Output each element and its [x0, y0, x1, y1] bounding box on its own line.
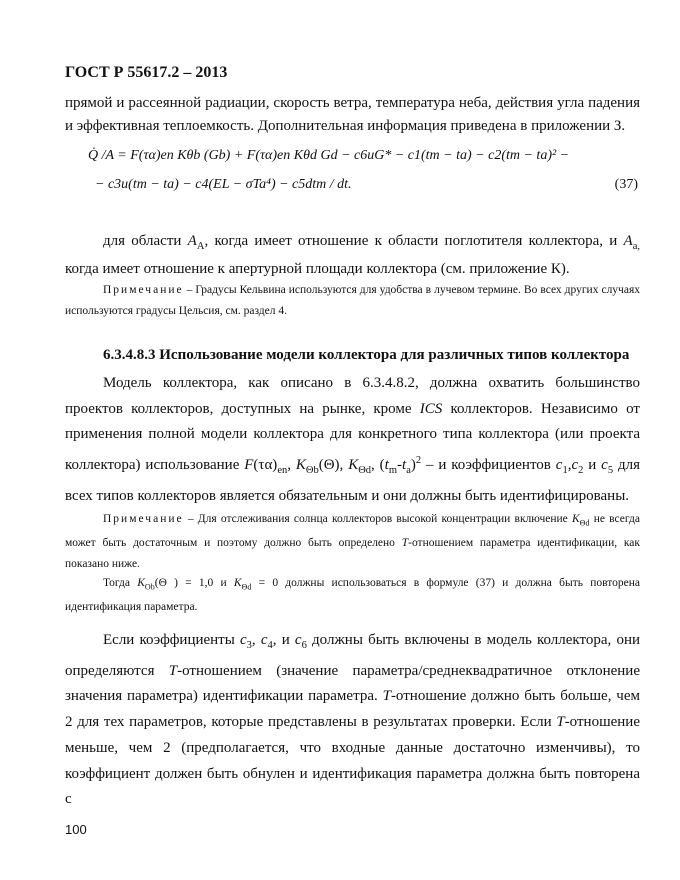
equation-number: (37): [614, 177, 638, 192]
text-segment: , и: [272, 632, 295, 648]
text-segment: K: [295, 457, 306, 474]
note-1: [65, 280, 640, 322]
text-segment: ICS: [419, 400, 443, 417]
text-segment: c: [240, 632, 247, 648]
text-segment: 1: [562, 465, 568, 477]
text-segment: 2: [578, 465, 584, 477]
text-segment: ,: [287, 457, 296, 474]
text-segment: T: [556, 714, 565, 731]
text-segment: Модель коллектора, как описано в 6.3.4.8.2, должна охватить большинство проектов коллекторов, доступных на рынке, кроме: [65, 375, 640, 417]
text-segment: c: [571, 457, 579, 474]
text-segment: 5: [607, 465, 614, 477]
text-segment: прямой и рассеянной радиации, скорость ветра, температура неба, действия угла падения и эффективная теплоемкость. Дополнительная информация приведена в приложении З.: [65, 95, 640, 134]
text-segment: T: [401, 537, 409, 550]
text-segment: T: [382, 688, 391, 705]
text-segment: K: [233, 577, 242, 589]
text-segment: (Θ ) = 1,0 и: [154, 577, 234, 589]
equation-line-2: − c3u(tm − ta) − c4(EL − σTa⁴) − c5dtm / dt.: [95, 177, 352, 192]
note-3: [65, 573, 640, 618]
text-segment: A: [187, 233, 197, 249]
paragraph-3: [65, 371, 640, 510]
text-segment: c: [555, 457, 563, 474]
text-segment: 6: [301, 640, 307, 651]
text-segment: t: [402, 457, 407, 474]
text-segment: F: [244, 457, 254, 474]
note-2: [65, 509, 640, 575]
text-segment: Если коэффициенты: [103, 632, 240, 648]
note-label: Примечание: [103, 513, 184, 525]
text-segment: 2: [415, 455, 422, 467]
paragraph-1: [65, 92, 640, 138]
section-heading: 6.3.4.8.3 Использование модели коллектора для различных типов коллектора: [103, 347, 630, 363]
text-segment: K: [348, 457, 359, 474]
text-segment: не всегда может быть достаточным и поэтому должно быть определено: [65, 513, 640, 550]
text-segment: когда имеет отношение к апертурной площади коллектора (см. приложение К).: [65, 261, 570, 277]
document-header: ГОСТ Р 55617.2 – 2013: [65, 64, 228, 81]
text-segment: = 0 должны использоваться в формуле (37) и должна быть повторена идентификация параметра.: [65, 577, 640, 614]
text-segment: K: [571, 513, 580, 525]
text-segment: 3: [246, 640, 252, 651]
text-segment: m: [388, 465, 398, 477]
text-segment: и: [583, 457, 602, 474]
text-segment: -: [397, 457, 403, 474]
text-segment: для всех типов коллекторов является обязательным и они должны быть идентифицированы.: [65, 457, 640, 504]
text-segment: Θd: [358, 465, 372, 477]
text-segment: , когда имеет отношение к области поглотителя коллектора, и: [204, 233, 624, 249]
text-segment: Θb: [305, 465, 319, 477]
text-segment: K: [137, 577, 145, 589]
page-number: 100: [65, 822, 87, 837]
text-segment: a,: [632, 241, 640, 252]
text-segment: для области: [103, 233, 188, 249]
note-label: Примечание: [103, 284, 184, 296]
text-segment: Θd: [241, 582, 252, 592]
text-segment: -отношение должно быть больше, чем 2 для тех параметров, которые представлены в результатах проверки. Если: [65, 688, 640, 731]
equation-line-1: Q̇ /A = F(τα)en Kθb (Gb) + F(τα)en Kθd Gd − c6uG* − c1(tm − ta) − c2(tm − ta)² −: [88, 148, 570, 163]
paragraph-2: [65, 230, 640, 281]
text-segment: Ob: [144, 582, 155, 592]
text-segment: -отношением (значение параметра/среднеквадратичное отклонение значения параметра) идентификации параметра.: [65, 662, 640, 705]
text-segment: – Для отслеживания солнца коллекторов высокой концентрации включение: [183, 513, 572, 525]
text-segment: T: [168, 662, 178, 679]
text-segment: , (: [371, 457, 385, 474]
text-segment: Тогда: [103, 577, 138, 589]
text-segment: 4: [267, 640, 273, 651]
text-segment: a: [406, 465, 411, 477]
text-segment: ): [410, 457, 416, 474]
text-segment: c: [601, 457, 608, 474]
paragraph-4: [65, 628, 640, 813]
text-segment: (Θ),: [318, 457, 349, 474]
text-segment: Θd: [579, 518, 590, 528]
text-segment: t: [384, 457, 389, 474]
text-segment: en: [277, 465, 288, 477]
text-segment: A: [196, 241, 205, 252]
text-segment: ,: [567, 457, 572, 474]
text-segment: -отношение меньше, чем 2 (предполагается, что входные данные достаточно изменчивы), то коэффициент должен быть обнулен и идентификация параметра должна быть повторена с: [65, 714, 640, 808]
text-segment: c: [260, 632, 268, 648]
text-segment: A: [623, 233, 633, 249]
text-segment: c: [294, 632, 302, 648]
text-segment: ,: [251, 632, 261, 648]
text-segment: – и коэффициентов: [421, 457, 556, 474]
text-segment: коллекторов. Независимо от применения полной модели коллектора для конкретного типа коллектора (или проекта коллектора) использование: [65, 400, 640, 474]
text-segment: – Градусы Кельвина используются для удобства в лучевом термине. Во всех других случаях используются градусы Цельсия, см. раздел 4.: [65, 284, 640, 317]
text-segment: (τα): [253, 457, 278, 474]
text-segment: должны быть включены в модель коллектора, они определяются: [65, 632, 640, 679]
text-segment: -отношением параметра идентификации, как показано ниже.: [65, 537, 640, 571]
